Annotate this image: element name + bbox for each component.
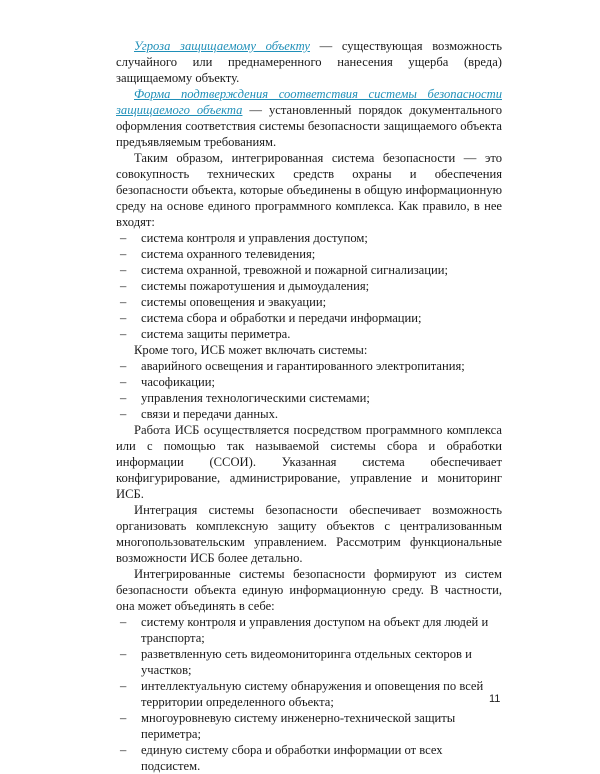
definition-threat — [116, 38, 502, 86]
list-item: – связи и передачи данных. — [116, 406, 502, 422]
term-threat: Угроза защищаемому объекту — [134, 39, 310, 53]
list-item: – многоуровневую систему инженерно-технической защиты периметра; — [116, 710, 502, 742]
list-item: – система защиты периметра. — [116, 326, 502, 342]
definition-conformity-form — [116, 86, 502, 150]
list-item: – единую систему сбора и обработки информации от всех подсистем. — [116, 742, 502, 774]
paragraph-additional-systems: Кроме того, ИСБ может включать системы: — [134, 343, 368, 357]
list-integrated-subsystems — [116, 614, 502, 774]
list-item: – систему контроля и управления доступом на объект для людей и транспорта; — [116, 614, 502, 646]
list-item: – система контроля и управления доступом; — [116, 230, 502, 246]
list-item: – системы оповещения и эвакуации; — [116, 294, 502, 310]
list-item: – часофикации; — [116, 374, 502, 390]
list-additional-systems — [116, 358, 502, 422]
definition-conformity-form-text: — установленный порядок документального оформления соответствия системы безопасности защищаемого объекта предъявляемым требованиям. — [116, 103, 502, 149]
list-isb-components — [116, 230, 502, 342]
list-item: – интеллектуальную систему обнаружения и оповещения по всей территории определенного объекта; — [116, 678, 502, 710]
page-body — [116, 38, 502, 774]
list-item: – система охранного телевидения; — [116, 246, 502, 262]
term-conformity-form: Форма подтверждения соответствия системы безопасности защищаемого объекта — [116, 87, 502, 117]
list-item: – система сбора и обработки и передачи информации; — [116, 310, 502, 326]
paragraph-integration: Интеграция системы безопасности обеспечивает возможность организовать комплексную защиту объектов с централизованным многопользовательским управлением. Рассмотрим функциональные возможности ИСБ более детально. — [116, 503, 502, 565]
definition-threat-text: — существующая возможность случайного или преднамеренного нанесения ущерба (вреда) защищаемому объекту. — [116, 39, 502, 85]
page-number: 11 — [489, 693, 501, 705]
list-item: – разветвленную сеть видеомониторинга отдельных секторов и участков; — [116, 646, 502, 678]
paragraph-isb-operation: Работа ИСБ осуществляется посредством программного комплекса или с помощью так называемой системы сбора и обработки информации (ССОИ). Указанная система обеспечивает конфигурирование, администрирование, управление и мониторинг ИСБ. — [116, 423, 502, 501]
paragraph-isb-definition: Таким образом, интегрированная система безопасности — это совокупность технических средств охраны и обеспечения безопасности объекта, которые объединены в общую информационную среду на основе единого программного комплекса. Как правило, в нее входят: — [116, 151, 502, 229]
list-item: – системы пожаротушения и дымоудаления; — [116, 278, 502, 294]
paragraph-information-environment: Интегрированные системы безопасности формируют из систем безопасности объекта единую информационную среду. В частности, она может объединять в себе: — [116, 567, 502, 613]
list-item: – система охранной, тревожной и пожарной сигнализации; — [116, 262, 502, 278]
list-item: – аварийного освещения и гарантированного электропитания; — [116, 358, 502, 374]
list-item: – управления технологическими системами; — [116, 390, 502, 406]
